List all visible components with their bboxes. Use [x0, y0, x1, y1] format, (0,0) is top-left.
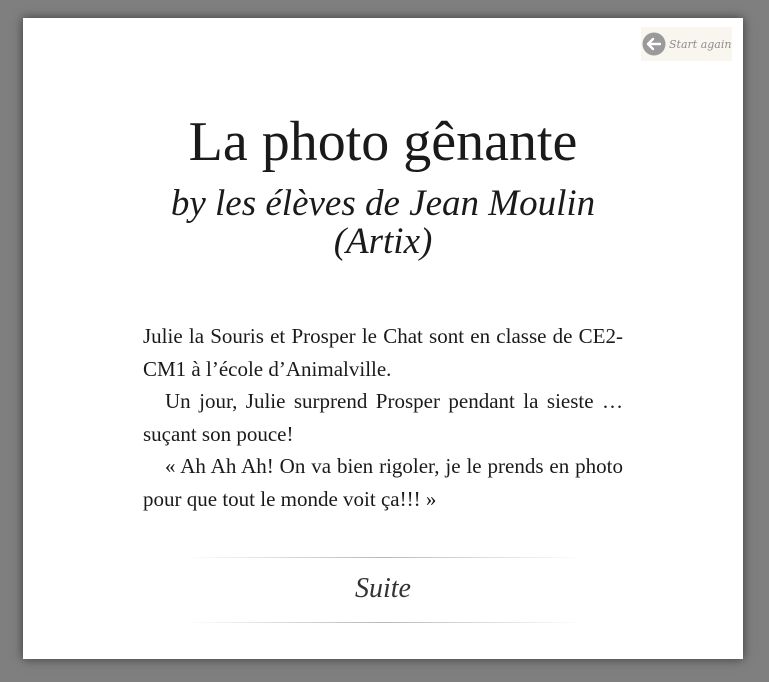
story-paragraph: Un jour, Julie surprend Prosper pendant la sieste … suçant son pouce! [143, 389, 623, 446]
choice-divider [183, 557, 583, 558]
start-again-label: Start again [669, 37, 732, 51]
start-again-button[interactable] [641, 27, 732, 61]
story-title: La photo gênante [188, 111, 578, 173]
choice-divider [183, 622, 583, 623]
story-page [23, 18, 743, 659]
story-paragraph: « Ah Ah Ah! On va bien rigoler, je le prends en photo pour que tout le monde voit ça!!! » [143, 454, 623, 511]
choices [183, 555, 583, 625]
story-paragraph: Julie la Souris et Prosper le Chat sont en classe de CE2-CM1 à l’école d’Animalville. [143, 324, 623, 381]
story-text [143, 320, 623, 515]
story-byline: by les élèves de Jean Moulin (Artix) [170, 183, 596, 262]
choice-suite-link[interactable]: Suite [355, 573, 411, 604]
arrow-left-circle-icon [642, 32, 666, 56]
